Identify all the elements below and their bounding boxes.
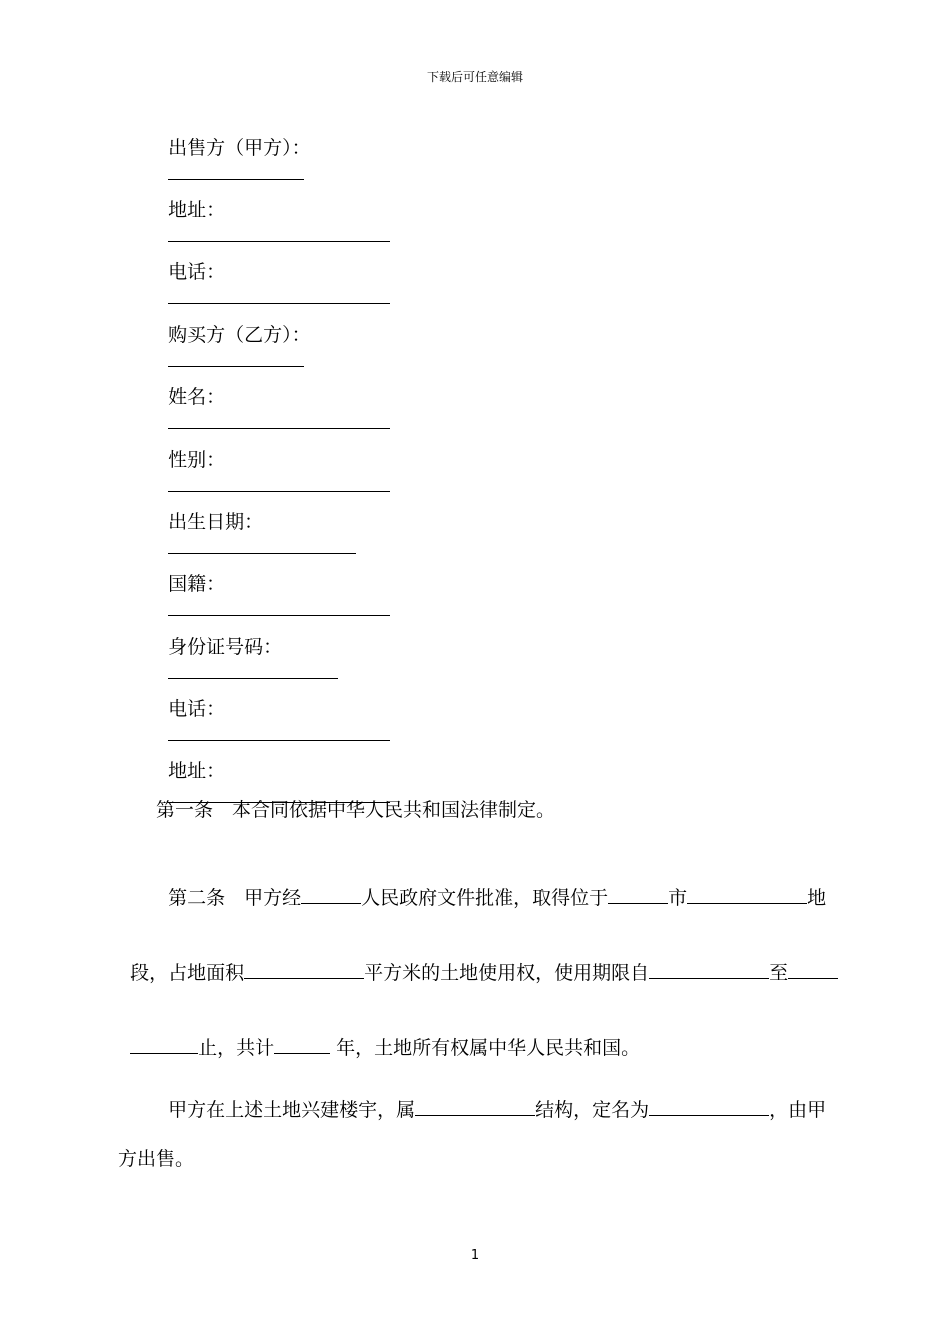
buyer-name-label: 姓名：	[168, 386, 226, 408]
article-2-line-2	[118, 935, 838, 985]
structure-blank[interactable]	[415, 1096, 535, 1116]
article-2-text-8: 年，土地所有权属中华人民共和国。	[330, 1037, 641, 1059]
years-blank[interactable]	[274, 1034, 330, 1054]
end-date-blank-a[interactable]	[788, 959, 838, 979]
area-blank[interactable]	[244, 959, 364, 979]
gov-blank[interactable]	[301, 884, 361, 904]
buyer-nationality-label: 国籍：	[168, 573, 226, 595]
seller-label: 出售方（甲方）：	[168, 137, 311, 159]
article-2-text-7: 止，共计	[198, 1037, 275, 1059]
city-blank[interactable]	[608, 884, 668, 904]
article-2-prefix: 第二条 甲方经	[168, 887, 302, 909]
para-3-line-2: 方出售。	[118, 1148, 195, 1170]
article-2-text-6: 至	[769, 962, 789, 984]
article-2-line-1	[156, 860, 826, 910]
buyer-gender-label: 性别：	[168, 449, 226, 471]
para-3-text-2: 结构，定名为	[535, 1099, 650, 1121]
buyer-id-label: 身份证号码：	[168, 636, 283, 658]
buyer-address-label: 地址：	[168, 760, 226, 782]
buyer-label: 购买方（乙方）：	[168, 324, 311, 346]
page-number: 1	[470, 1248, 480, 1263]
article-2-text-4: 段，占地面积	[130, 962, 245, 984]
location-blank[interactable]	[687, 884, 807, 904]
para-3-line-1	[156, 1072, 826, 1122]
buyer-birth-label: 出生日期：	[168, 511, 264, 533]
article-2-text-3: 地	[807, 887, 827, 909]
page-header: 下载后可任意编辑	[426, 70, 523, 84]
start-date-blank[interactable]	[649, 959, 769, 979]
article-2-line-3	[118, 1010, 640, 1060]
article-2-text-1: 人民政府文件批准，取得位于	[361, 887, 609, 909]
para-3-text-3: ，由甲	[769, 1099, 827, 1121]
building-name-blank[interactable]	[649, 1096, 769, 1116]
article-2-text-5: 平方米的土地使用权，使用期限自	[364, 962, 650, 984]
buyer-phone-label: 电话：	[168, 698, 226, 720]
end-date-blank-b[interactable]	[130, 1034, 198, 1054]
article-2-text-2: 市	[668, 887, 688, 909]
para-3-text-1: 甲方在上述土地兴建楼宇，属	[168, 1099, 416, 1121]
seller-phone-label: 电话：	[168, 261, 226, 283]
article-1: 第一条 本合同依据中华人民共和国法律制定。	[156, 799, 556, 821]
seller-address-label: 地址：	[168, 199, 226, 221]
